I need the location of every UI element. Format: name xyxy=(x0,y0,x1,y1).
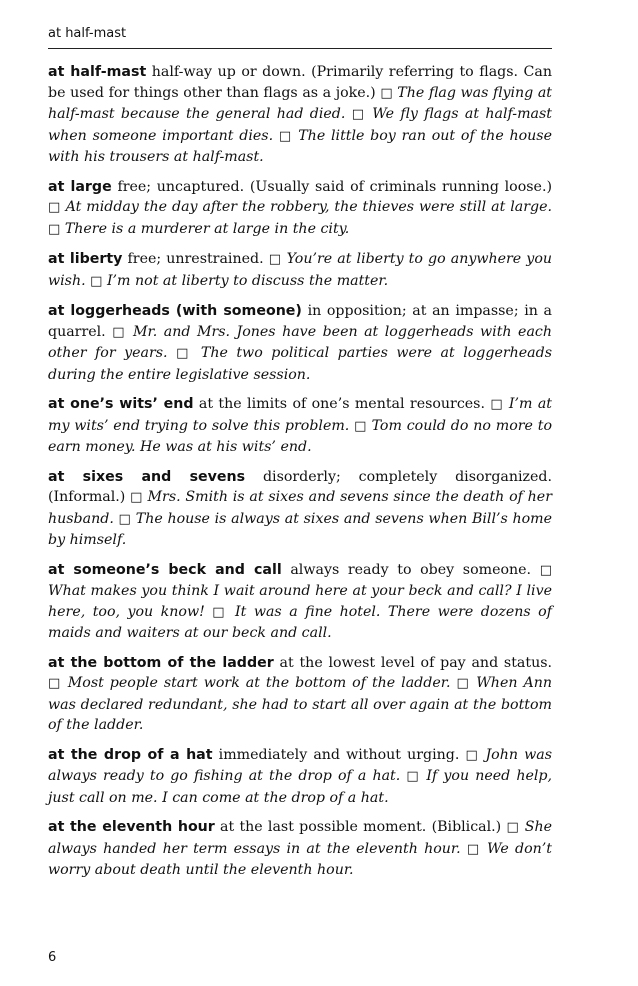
entry-definition: free; unrestrained. xyxy=(127,251,264,267)
entry-headword: at the drop of a hat xyxy=(48,746,213,763)
dictionary-entry xyxy=(48,653,552,736)
dictionary-entry xyxy=(48,817,552,881)
entry-definition: disorderly; completely disorganized. (Informal.) xyxy=(48,468,553,505)
example-box-icon: □ xyxy=(354,418,367,434)
example-box-icon: □ xyxy=(506,820,520,835)
entry-definition: at the limits of one’s mental resources. xyxy=(198,396,485,412)
entry-headword: at one’s wits’ end xyxy=(48,396,194,412)
example-box-icon: □ xyxy=(465,747,480,763)
entry-example: At midday the day after the robbery, the thieves were still at large. xyxy=(65,199,552,215)
entry-headword: at sixes and sevens xyxy=(48,468,246,485)
example-box-icon: □ xyxy=(406,769,421,784)
example-box-icon: □ xyxy=(466,841,481,857)
dictionary-entry xyxy=(48,745,552,809)
entry-definition: always ready to obey someone. xyxy=(290,561,532,578)
example-box-icon: □ xyxy=(90,273,103,289)
entry-definition: half-way up or down. (Primarily referring to flags. Can be used for things other than flags as a joke.) xyxy=(48,64,553,101)
dictionary-entry xyxy=(48,560,552,644)
entry-example: She always handed her term essays in at the eleventh hour. xyxy=(48,819,553,857)
header-rule xyxy=(48,48,552,49)
entry-example: The house is always at sixes and sevens when Bill’s home by himself. xyxy=(48,510,553,548)
page-number: 6 xyxy=(48,950,57,965)
entry-example: Mrs. Smith is at sixes and sevens since the death of her husband. xyxy=(48,489,552,527)
entry-example: If you need help, just call on me. I can come at the drop of a hat. xyxy=(48,768,553,806)
dictionary-entry xyxy=(48,177,552,241)
entry-list xyxy=(48,62,552,890)
entry-example: John was always ready to go fishing at the drop of a hat. xyxy=(48,746,552,784)
example-box-icon: □ xyxy=(130,490,143,505)
example-box-icon: □ xyxy=(212,604,228,620)
example-box-icon: □ xyxy=(268,252,282,267)
entry-headword: at half-mast xyxy=(48,64,147,80)
example-box-icon: □ xyxy=(48,200,61,215)
example-box-icon: □ xyxy=(118,511,132,527)
example-box-icon: □ xyxy=(490,397,504,412)
entry-example: Mr. and Mrs. Jones have been at loggerheads with each other for years. xyxy=(48,323,552,361)
entry-definition: at the lowest level of pay and status. xyxy=(279,654,553,671)
entry-example: What makes you think I wait around here at your beck and call? I live here, too, you know! xyxy=(48,583,552,620)
example-box-icon: □ xyxy=(539,562,552,578)
entry-headword: at large xyxy=(48,178,112,195)
entry-example: There is a murderer at large in the city. xyxy=(64,220,350,237)
entry-example: We fly flags at half-mast when someone important dies. xyxy=(48,106,552,144)
entry-headword: at liberty xyxy=(48,251,123,267)
entry-example: Most people start work at the bottom of the ladder. xyxy=(67,675,451,691)
entry-example: I’m at my wits’ end trying to solve this problem. xyxy=(48,396,552,434)
example-box-icon: □ xyxy=(380,85,393,101)
entry-definition: in opposition; at an impasse; in a quarrel. xyxy=(48,303,553,340)
dictionary-entry xyxy=(48,62,552,168)
example-box-icon: □ xyxy=(278,128,293,144)
dictionary-entry xyxy=(48,249,552,292)
example-box-icon: □ xyxy=(176,346,193,361)
entry-example: We don’t worry about death until the eleventh hour. xyxy=(48,840,552,878)
example-box-icon: □ xyxy=(351,107,366,122)
entry-definition: free; uncaptured. (Usually said of criminals running loose.) xyxy=(117,178,552,195)
entry-headword: at the eleventh hour xyxy=(48,819,215,835)
dictionary-entry xyxy=(48,467,552,551)
example-box-icon: □ xyxy=(48,676,62,691)
entry-example: The two political parties were at loggerheads during the entire legislative session. xyxy=(48,345,552,383)
entry-headword: at loggerheads (with someone) xyxy=(48,303,302,319)
entry-example: When Ann was declared redundant, she had to start all over again at the bottom of the ladder. xyxy=(48,675,552,733)
entry-headword: at the bottom of the ladder xyxy=(48,654,274,671)
entry-headword: at someone’s beck and call xyxy=(48,561,282,578)
entry-definition: immediately and without urging. xyxy=(218,746,460,763)
entry-definition: at the last possible moment. (Biblical.) xyxy=(220,819,502,835)
entry-example: The little boy ran out of the house with his trousers at half-mast. xyxy=(48,127,552,165)
dictionary-entry xyxy=(48,301,552,385)
example-box-icon: □ xyxy=(48,221,61,237)
example-box-icon: □ xyxy=(112,324,127,340)
dictionary-entry xyxy=(48,394,552,458)
entry-example: It was a fine hotel. There were dozens of maids and waiters at our beck and call. xyxy=(48,603,552,641)
example-box-icon: □ xyxy=(456,676,471,691)
entry-example: You’re at liberty to go anywhere you wish. xyxy=(48,251,552,289)
entry-example: I’m not at liberty to discuss the matter. xyxy=(106,272,389,289)
entry-example: Tom could do no more to earn money. He was at his wits’ end. xyxy=(48,417,552,455)
running-head: at half-mast xyxy=(48,26,127,41)
entry-example: The flag was flying at half-mast because the general had died. xyxy=(48,84,552,122)
